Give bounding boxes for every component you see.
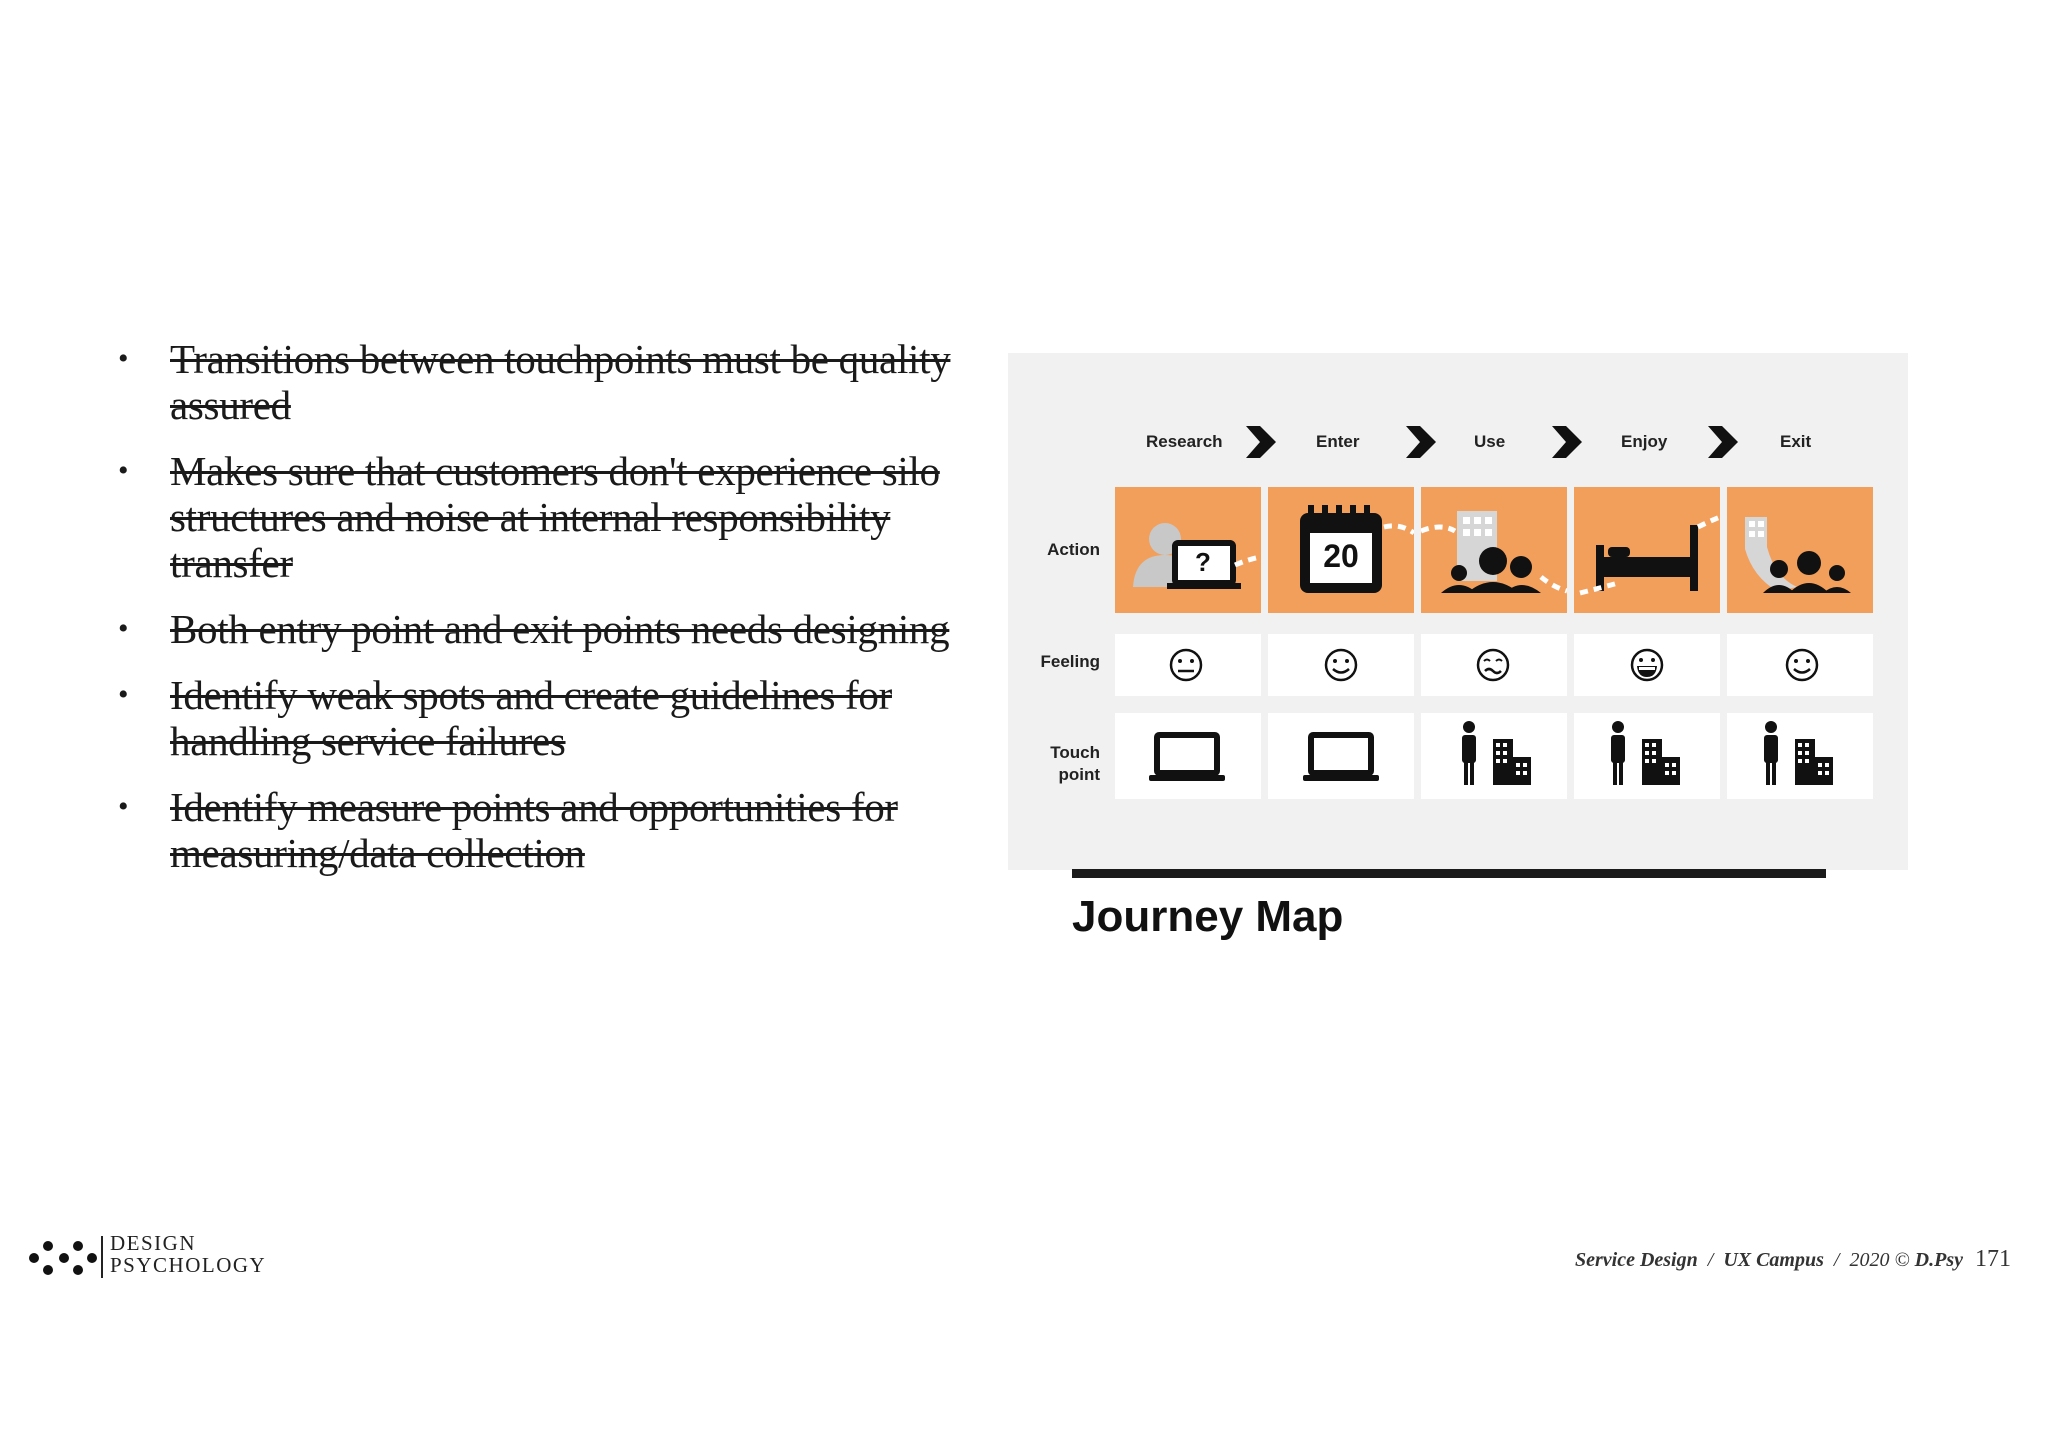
- feeling-cell: [1115, 634, 1261, 696]
- stage-research: Research: [1146, 432, 1223, 451]
- bullet-dot: •: [118, 612, 129, 645]
- touchpoint-cell: [1421, 713, 1567, 799]
- chevron-right-icon: [1244, 424, 1278, 460]
- row-label-touchpoint-line2: point: [1058, 765, 1100, 784]
- laptop-icon: [1268, 713, 1414, 799]
- bullet-dot: •: [118, 342, 129, 375]
- journey-map-title: Journey Map: [1072, 892, 1344, 941]
- action-cell-research: [1115, 487, 1261, 613]
- stage-use: Use: [1474, 432, 1506, 451]
- people-building-icon: [1421, 487, 1567, 613]
- neutral-face-icon: [1115, 634, 1261, 696]
- row-label-touchpoint: [1020, 742, 1100, 786]
- page-number: 171: [1975, 1246, 2011, 1272]
- action-cell-enter: [1268, 487, 1414, 613]
- title-rule: [1072, 869, 1826, 878]
- bullet-list: [110, 336, 960, 896]
- row-label-action: Action: [1047, 540, 1100, 559]
- bullet-dot: •: [118, 678, 129, 711]
- feeling-cell: [1727, 634, 1873, 696]
- logo-line-1: DESIGN: [110, 1231, 196, 1255]
- logo-line-2: PSYCHOLOGY: [110, 1253, 267, 1277]
- bullet-item: [110, 784, 960, 876]
- design-psychology-logo-icon: [28, 1236, 108, 1282]
- action-cell-enjoy: [1574, 487, 1720, 613]
- footer: [1575, 1246, 2011, 1273]
- logo-separator: [101, 1236, 103, 1278]
- chevron-right-icon: [1550, 424, 1584, 460]
- bullet-text: Identify weak spots and create guidelines for handling service failures: [170, 672, 892, 764]
- stage-enter: Enter: [1316, 432, 1360, 451]
- grin-face-icon: [1574, 634, 1720, 696]
- bullet-text: Makes sure that customers don't experience silo structures and noise at internal responsibility transfer: [170, 448, 940, 586]
- bullet-item: [110, 672, 960, 764]
- feeling-cell: [1421, 634, 1567, 696]
- touchpoint-cell: [1727, 713, 1873, 799]
- bullet-dot: •: [118, 454, 129, 487]
- chevron-right-icon: [1404, 424, 1438, 460]
- bullet-text: Both entry point and exit points needs designing: [170, 606, 950, 652]
- bullet-text: Transitions between touchpoints must be quality assured: [170, 336, 951, 428]
- footer-separator: /: [1833, 1249, 1840, 1271]
- footer-course: Service Design: [1574, 1249, 1698, 1271]
- footer-campus: UX Campus: [1723, 1249, 1824, 1271]
- question-mark: ?: [1195, 547, 1211, 577]
- uneasy-face-icon: [1421, 634, 1567, 696]
- person-laptop-icon: [1115, 487, 1261, 613]
- person-building-icon: [1421, 713, 1567, 799]
- person-building-icon: [1574, 713, 1720, 799]
- chevron-right-icon: [1706, 424, 1740, 460]
- touchpoint-cell: [1574, 713, 1720, 799]
- smile-face-icon: [1727, 634, 1873, 696]
- action-cell-exit: [1727, 487, 1873, 613]
- footer-year: 2020 ©: [1849, 1249, 1910, 1271]
- footer-author: D.Psy: [1914, 1249, 1963, 1271]
- person-building-icon: [1727, 713, 1873, 799]
- bed-icon: [1574, 487, 1720, 613]
- bullet-dot: •: [118, 790, 129, 823]
- stage-exit: Exit: [1780, 432, 1812, 451]
- footer-separator: /: [1707, 1249, 1714, 1271]
- touchpoint-cell: [1115, 713, 1261, 799]
- laptop-icon: [1115, 713, 1261, 799]
- logo-wordmark: [110, 1232, 266, 1276]
- row-label-touchpoint-line1: Touch: [1050, 743, 1100, 762]
- feeling-cell: [1268, 634, 1414, 696]
- calendar-day: 20: [1323, 538, 1359, 574]
- touchpoint-cell: [1268, 713, 1414, 799]
- action-cell-use: [1421, 487, 1567, 613]
- bullet-text: Identify measure points and opportunities for measuring/data collection: [170, 784, 898, 876]
- feeling-cell: [1574, 634, 1720, 696]
- bullet-item: [110, 606, 960, 652]
- bullet-item: [110, 448, 960, 586]
- people-exit-icon: [1727, 487, 1873, 613]
- row-label-feeling: Feeling: [1040, 652, 1100, 671]
- smile-face-icon: [1268, 634, 1414, 696]
- stage-enjoy: Enjoy: [1621, 432, 1668, 451]
- bullet-item: [110, 336, 960, 428]
